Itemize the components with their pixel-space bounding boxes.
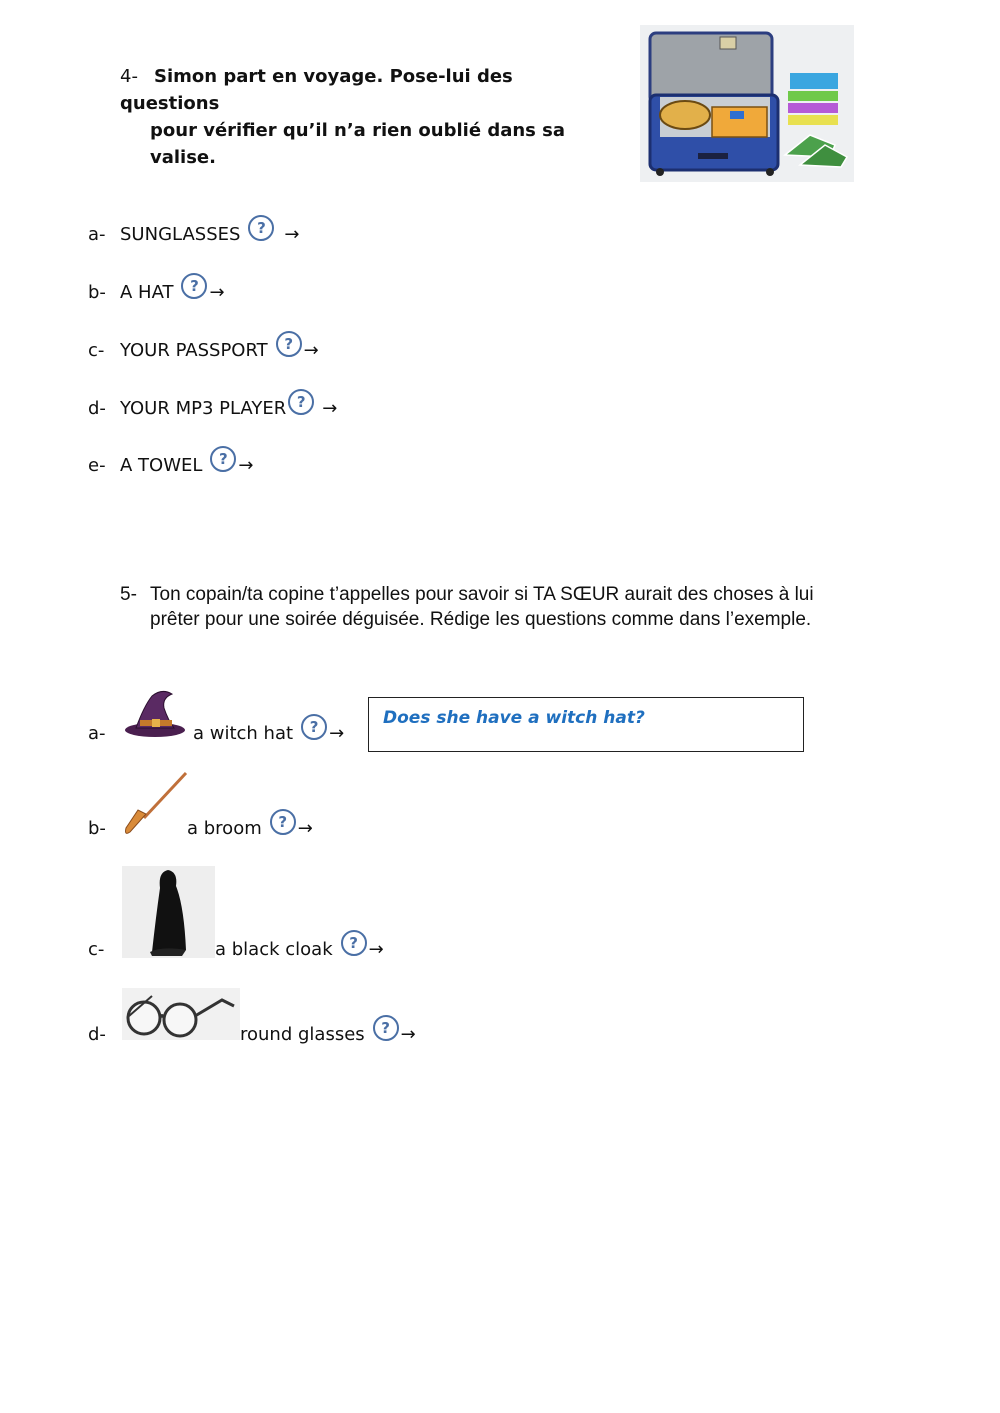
item-label: a witch hat — [193, 722, 294, 744]
list-item — [88, 813, 313, 843]
item-letter: a- — [88, 722, 106, 744]
list-item — [88, 1019, 416, 1049]
arrow-icon: → — [209, 281, 225, 303]
exercise-number: 5- — [120, 584, 137, 605]
arrow-icon: → — [400, 1023, 416, 1045]
instruction-line-2: pour vérifier qu’il n’a rien oublié dans sa valise. — [150, 120, 566, 168]
instruction-line-1: Ton copain/ta copine t’appelles pour savoir si TA SŒUR aurait des choses à lui — [150, 584, 814, 605]
answer-box[interactable] — [368, 697, 804, 752]
list-item — [88, 219, 300, 249]
arrow-icon: → — [297, 817, 313, 839]
item-label: a black cloak — [215, 938, 333, 960]
item-letter: b- — [88, 281, 106, 303]
item-label: SUNGLASSES — [120, 223, 241, 245]
arrow-icon: → — [303, 339, 319, 361]
arrow-icon: → — [238, 454, 254, 476]
item-label: YOUR MP3 PLAYER — [120, 397, 287, 419]
example-answer: Does she have a witch hat? — [383, 708, 645, 728]
item-letter: b- — [88, 817, 106, 839]
list-item — [88, 718, 344, 748]
item-label: round glasses — [240, 1023, 365, 1045]
question-icon: ? — [248, 215, 274, 241]
list-item — [88, 277, 225, 307]
arrow-icon: → — [368, 938, 384, 960]
item-letter: c- — [88, 339, 105, 361]
item-letter: a- — [88, 223, 106, 245]
question-icon: ? — [270, 809, 296, 835]
arrow-icon: → — [284, 223, 300, 245]
question-icon: ? — [373, 1015, 399, 1041]
exercise-4-instructions — [120, 63, 600, 171]
list-item — [88, 450, 254, 480]
item-label: A HAT — [120, 281, 174, 303]
arrow-icon: → — [322, 397, 338, 419]
list-item — [88, 393, 337, 423]
question-icon: ? — [210, 446, 236, 472]
suitcase-illustration — [640, 25, 854, 182]
item-letter: d- — [88, 1023, 106, 1045]
instruction-line-2: prêter pour une soirée déguisée. Rédige les questions comme dans l’exemple. — [150, 609, 812, 630]
item-label: a broom — [187, 817, 262, 839]
question-icon: ? — [301, 714, 327, 740]
item-label: A TOWEL — [120, 454, 203, 476]
question-icon: ? — [288, 389, 314, 415]
question-icon: ? — [341, 930, 367, 956]
list-item — [88, 335, 319, 365]
question-icon: ? — [181, 273, 207, 299]
instruction-line-1: Simon part en voyage. Pose-lui des questions — [120, 66, 513, 114]
list-item — [88, 934, 384, 964]
arrow-icon: → — [329, 722, 345, 744]
item-letter: c- — [88, 938, 105, 960]
item-label: YOUR PASSPORT — [120, 339, 268, 361]
exercise-5-instructions — [120, 582, 880, 632]
item-letter: d- — [88, 397, 106, 419]
question-icon: ? — [276, 331, 302, 357]
exercise-number: 4- — [120, 66, 138, 87]
item-letter: e- — [88, 454, 106, 476]
